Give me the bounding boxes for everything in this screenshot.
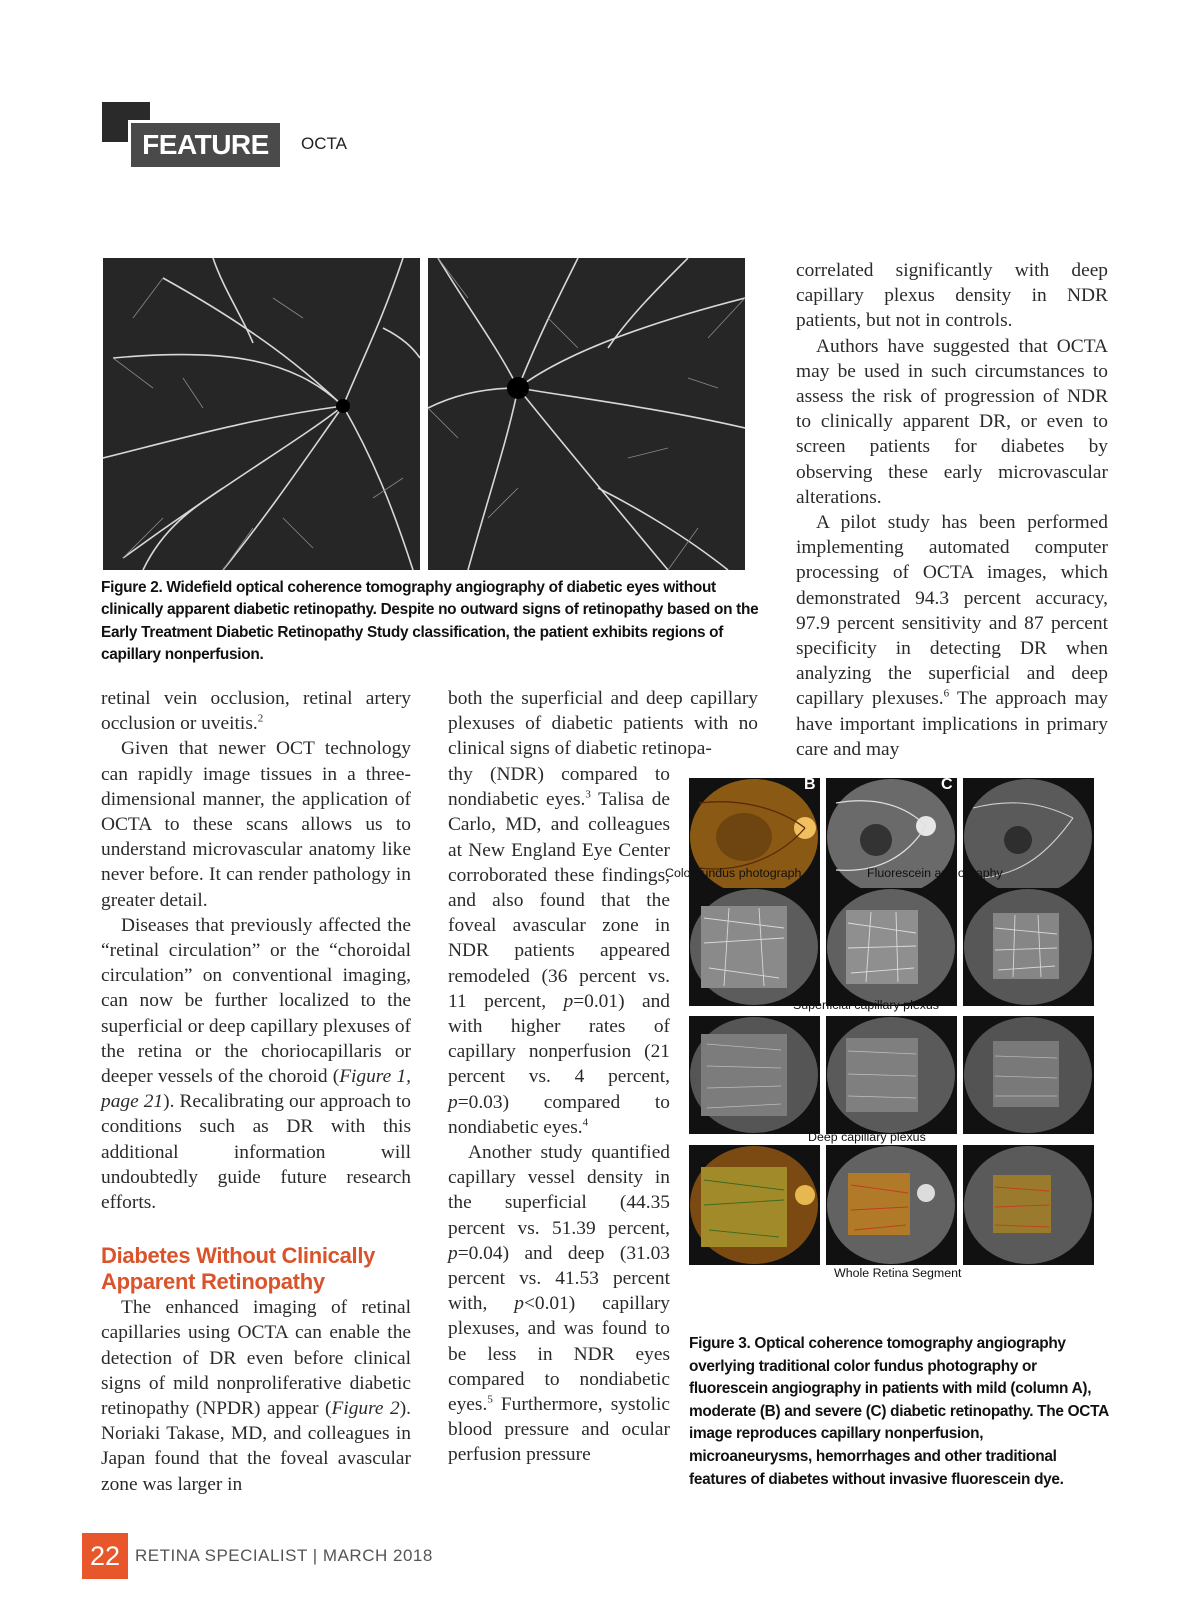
col3-paragraph-1: correlated significantly with deep capillary plexus density in NDR patients, but not in controls. [796,260,1108,332]
body-column-2 [448,762,670,1468]
col2-paragraph-1: thy (NDR) compared to nondiabetic eyes.$^3$ Talisa de Carlo, MD, and colleagues at New England Eye Center corroborated these findings, and also found that the foveal avascular zone in NDR patients appeared remodeled (36 percent vs. 11 percent, p=0.01) and with higher rates of capillary nonperfusion (21 percent vs. 4 percent, p=0.03) compared to nondiabetic eyes.$^4$ [448,764,671,1138]
figure3-caption: Figure 3. Optical coherence tomography angiography overlying traditional color fundus photography or fluorescein angiography in patients with mild (column A), moderate (B) and severe (C) diabetic retinopathy. The OCTA image reproduces capillary nonperfusion, microaneurysms, hemorrhages and other traditional features of diabetes without invasive fluorescein dye. [689,1335,1109,1488]
col1-paragraph-3: Diseases that previously affected the “retinal circulation” or the “choroidal circulation” on conventional imaging, can now be further localized to the superficial or deep capillary plexuses of the retina or the choriocapillaris or deeper vessels of the choroid (Figure 1, page 21). Recalibrating our approach to conditions such as DR with this additional information will undoubtedly guide future research efforts. [101,914,411,1214]
figure2-image-left [103,258,420,570]
page-number: 22 [82,1533,128,1579]
section-heading: Diabetes Without Clinically Apparent Retinopathy [101,1243,376,1295]
col3-paragraph-2: Authors have suggested that OCTA may be used in such circumstances to assess the risk of progression of NDR to clinically apparent DR, or even to screen patients for diabetes by observing these early microvascular alterations. [796,335,1108,508]
fig3-letter-b: B [804,776,816,793]
label-color-fundus: Color fundus photograph [665,866,802,880]
col1-paragraph-2: Given that newer OCT technology can rapidly image tissues in a three-dimensional manner, the application of OCTA to these scans allows us to understand microvascular anatomy like never before. It can render pathology in greater detail. [101,738,411,911]
section-label: OCTA [301,134,347,153]
fig3-cell-a-superficial [689,888,820,1006]
label-deep: Deep capillary plexus [808,1130,926,1144]
fig3-letter-a: A [677,776,689,793]
fig3-cell-c-deep [963,1016,1094,1134]
fig3-cell-c-superficial [963,888,1094,1006]
figure2-reference: Figure 2 [331,1398,400,1420]
fig3-cell-c-whole [963,1145,1094,1265]
fig3-cell-a-deep [689,1016,820,1134]
body-column-1 [101,686,411,1497]
col3-paragraph-3: A pilot study has been performed implementing automated computer processing of OCTA images, which demonstrated 94.3 percent accuracy, 97.9 percent sensitivity and 87 percent specificity in detecting DR when analyzing the superficial and deep capillary plexuses.$^6$ The approach may have important implications in primary care and may [796,512,1108,760]
fig3-cell-b-deep [826,1016,957,1134]
fig3-letter-c: C [941,776,953,793]
col1-paragraph-4: The enhanced imaging of retinal capillaries using OCTA can enable the detection of DR even before clinical signs of mild nonproliferative diabetic retinopathy (NPDR) appear (Figure 2). Noriaki Takase, MD, and colleagues in Japan found that the foveal avascular zone was larger in [101,1297,411,1495]
figure2-caption: Figure 2. Widefield optical coherence tomography angiography of diabetic eyes without clinically apparent diabetic retinopathy. Despite no outward signs of retinopathy based on the Early Treatment Diabetic Retinopathy Study classification, the patient exhibits regions of capillary nonperfusion. [101,579,759,664]
body-column-2-top: both the superficial and deep capillary plexuses of diabetic patients with no clinical signs of diabetic retinopa- [448,688,758,760]
feature-label: FEATURE [142,129,269,160]
figure1-reference: Figure 1, page 21 [101,1066,411,1113]
label-whole-retina: Whole Retina Segment [834,1266,962,1280]
col2-paragraph-2: Another study quantified capillary vessel density in the superficial (44.35 percent vs. 51.39 percent, p=0.04) and deep (31.03 percent vs. 41.53 percent with, p<0.01) capillary plexuses, and was found to be less in NDR eyes compared to nondiabetic eyes.$^5$ Furthermore, systolic blood pressure and ocular perfusion pressure [448,1142,670,1466]
fig3-cell-b-superficial [826,888,957,1006]
figure2-image-right [428,258,745,570]
publication-info: RETINA SPECIALIST | MARCH 2018 [135,1546,433,1565]
col1-paragraph-1: retinal vein occlusion, retinal artery occlusion or uveitis.$^2$ [101,688,411,735]
fig3-cell-b-whole [826,1145,957,1265]
figure3-panel [665,776,1107,1308]
label-superficial: Superficial capillary plexus [793,998,940,1012]
fig3-cell-a-whole [689,1145,820,1265]
label-fluorescein: Fluorescein angiography [867,866,1003,880]
body-column-3 [796,258,1108,762]
